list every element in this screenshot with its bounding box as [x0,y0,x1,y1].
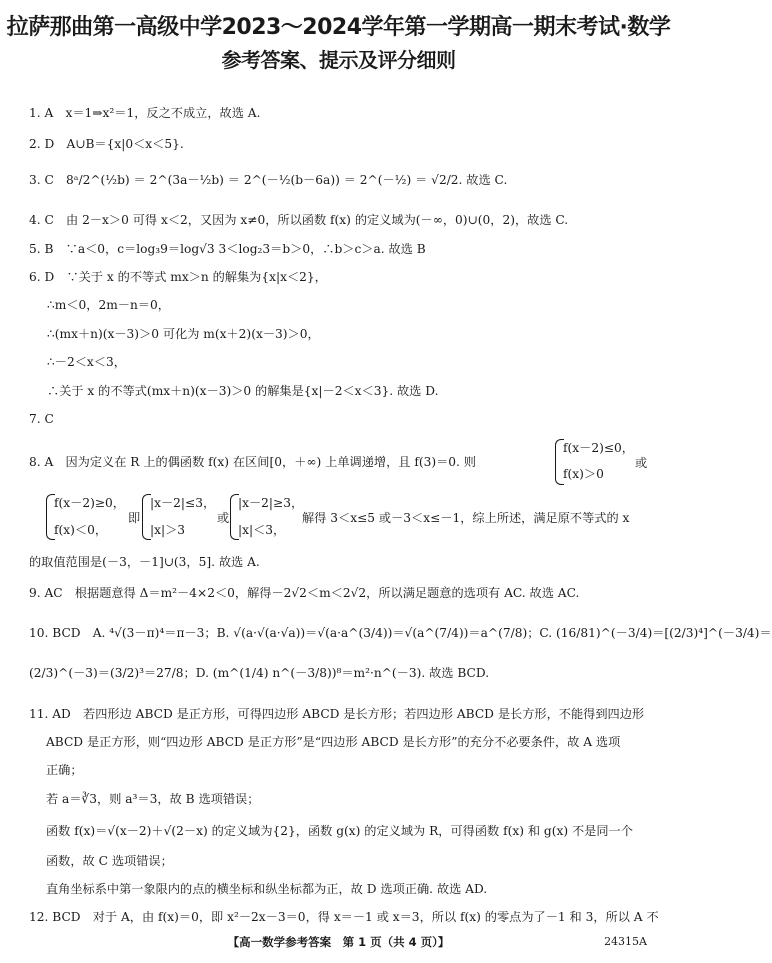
answer-10: 10. BCD A. ⁴√(3－π)⁴＝π－3；B. √(a·√(a·√a))＝√(a·a^(3/4))＝√(a^(7/4))＝a^(7/8)；C. (16/81)^(－3/4)＝[(2/3)⁴]^(－3/4)＝ [29,626,772,640]
answer-6-step-1: ∴m＜0，2m－n＝0， [47,298,170,312]
answer-11-cont-5: 函数，故 C 选项错误； [46,854,173,868]
page-title: 拉萨那曲第一高级中学2023～2024学年第一学期高一期末考试·数学 [6,15,671,40]
answer-3: 3. C 8ᵃ/2^(½b) ＝ 2^(3a－½b) ＝ 2^(－½(b－6a)) ＝ 2^(－½) ＝ √2/2. 故选 C. [29,173,508,187]
answer-11-cont-4: 函数 f(x)＝√(x－2)＋√(2－x) 的定义域为{2}，函数 g(x) 的定义域为 R，可得函数 f(x) 和 g(x) 不是同一个 [46,824,633,838]
ji-text: 即 [128,511,141,525]
answer-11-cont-6: 直角坐标系中第一象限内的点的横坐标和纵坐标都为正，故 D 选项正确. 故选 AD. [46,882,488,896]
answer-11: 11. AD 若四形边 ABCD 是正方形，可得四边形 ABCD 是长方形；若四边形 ABCD 是长方形，不能得到四边形 [29,707,645,721]
document-code: 24315A [604,935,647,948]
or-text: 或 [217,511,230,525]
answer-6: 6. D ∵关于 x 的不等式 mx＞n 的解集为{x|x＜2}， [29,270,327,284]
system-line: |x|＞3 [150,523,186,537]
answer-8-tail: 解得 3＜x≤5 或－3＜x≤－1，综上所述，满足原不等式的 x [302,511,630,525]
system-line: |x|＜3， [238,523,286,537]
answer-11-cont-1: ABCD 是正方形，则“四边形 ABCD 是正方形”是“四边形 ABCD 是长方形”的充分不必要条件，故 A 选项 [46,735,621,749]
answer-6-step-3: ∴－2＜x＜3， [47,355,126,369]
answer-7: 7. C [29,412,54,426]
answer-6-step-2: ∴(mx＋n)(x－3)＞0 可化为 m(x＋2)(x－3)＞0， [47,327,320,341]
answer-8: 8. A 因为定义在 R 上的偶函数 f(x) 在区间[0，＋∞) 上单调递增，且 f(3)＝0. 则 [29,455,476,469]
system-line: |x－2|≥3， [238,496,304,510]
system-line: f(x－2)≤0， [563,441,634,455]
system-line: f(x)＜0， [54,523,108,537]
answer-8-range: 的取值范围是(－3，－1]∪(3，5]. 故选 A. [29,555,260,569]
page-footer: 【高一数学参考答案 第 1 页（共 4 页）】 [227,935,450,949]
answer-11-cont-2: 正确； [46,763,83,777]
answer-4: 4. C 由 2－x＞0 可得 x＜2，又因为 x≠0，所以函数 f(x) 的定义域为(－∞，0)∪(0，2)，故选 C. [29,213,569,227]
answer-2: 2. D A∪B＝{x|0＜x＜5}. [29,137,184,151]
system-line: f(x)＞0 [563,467,604,481]
answer-9: 9. AC 根据题意得 Δ＝m²－4×2＜0，解得－2√2＜m＜2√2，所以满足题意的选项有 AC. 故选 AC. [29,586,580,600]
answer-6-step-4: ∴关于 x 的不等式(mx＋n)(x－3)＞0 的解集是{x|－2＜x＜3}. 故选 D. [47,384,439,398]
answer-11-cont-3: 若 a＝∛3，则 a³＝3，故 B 选项错误； [46,792,260,806]
page-subtitle: 参考答案、提示及评分细则 [221,48,456,72]
system-line: |x－2|≤3， [150,496,216,510]
system-line: f(x－2)≥0， [54,496,125,510]
answer-1: 1. A x＝1⇒x²＝1，反之不成立，故选 A. [29,106,261,120]
answer-5: 5. B ∵a＜0，c＝log₃9＝log√3 3＜log₂3＝b＞0，∴b＞c＞a. 故选 B [29,242,426,256]
or-text: 或 [635,456,648,470]
answer-10-cont: (2/3)^(－3)＝(3/2)³＝27/8；D. (m^(1/4) n^(－3/8))⁸＝m²·n^(－3). 故选 BCD. [29,666,490,680]
answer-12: 12. BCD 对于 A，由 f(x)＝0，即 x²－2x－3＝0，得 x＝－1 或 x＝3，所以 f(x) 的零点为了－1 和 3，所以 A 不 [29,910,659,924]
